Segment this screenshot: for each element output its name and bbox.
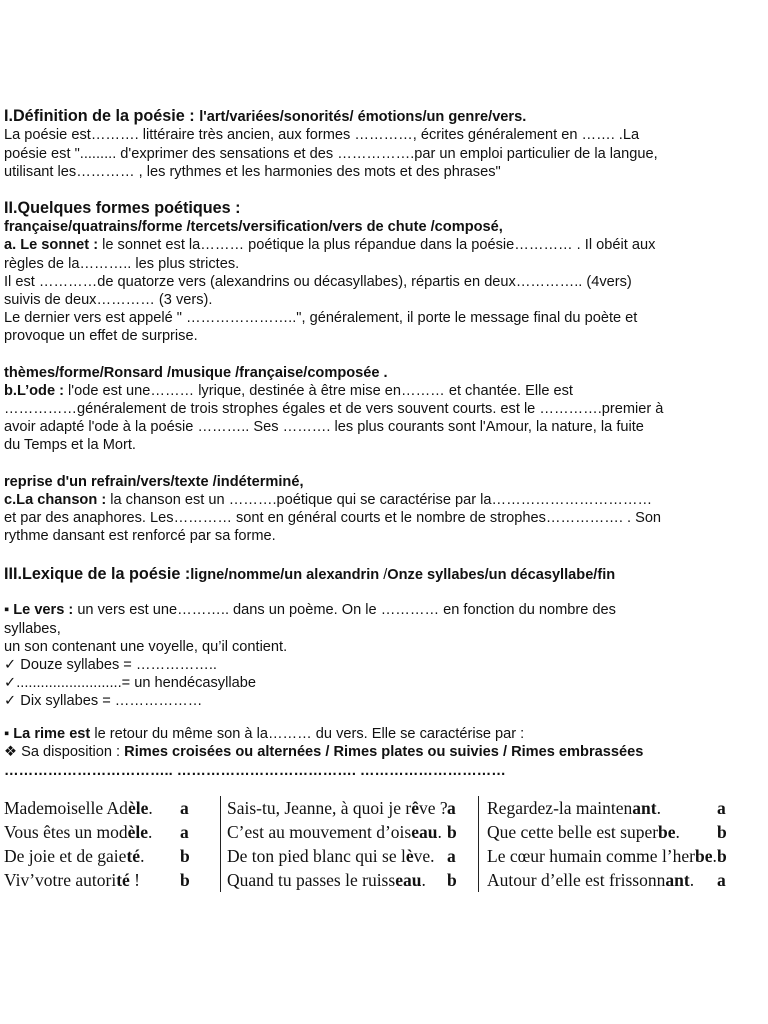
verse-text xyxy=(487,822,717,843)
disposition-types: Rimes croisées ou alternées / Rimes plates ou suivies / Rimes embrassées xyxy=(124,744,644,760)
vers-line: syllabes, xyxy=(4,621,61,637)
vers-text: un vers est une……….. dans un poème. On le ………… en fonction du nombre des xyxy=(73,602,616,618)
verse-start: Que cette belle est super xyxy=(487,822,659,842)
ode-keywords: thèmes/forme/Ronsard /musique /française/composée . xyxy=(4,365,388,381)
chanson-line: rythme dansant est renforcé par sa forme. xyxy=(4,528,276,544)
verse-text xyxy=(487,870,717,891)
sonnet-line: Il est …………de quatorze vers (alexandrins ou décasyllabes), répartis en deux………….. (4vers) xyxy=(4,274,632,290)
verse-cell xyxy=(2,796,221,820)
verse-end: ve ? xyxy=(418,798,448,818)
table-row xyxy=(2,820,765,844)
sonnet-line: provoque un effet de surprise. xyxy=(4,328,198,344)
verse-cell xyxy=(221,868,479,892)
rhyme-sound: ant xyxy=(665,870,690,890)
disposition-prefix: ❖ Sa disposition : xyxy=(4,744,125,760)
rhyme-letter: a xyxy=(180,822,189,842)
sonnet-line xyxy=(4,236,655,254)
chanson-text: la chanson est un ……….poétique qui se caractérise par la…………………………… xyxy=(106,492,653,508)
verse-end: . xyxy=(421,870,426,890)
rime-label: ▪ La rime est xyxy=(4,726,91,742)
section1-line: poésie est "......... d'exprimer des sensations et des …………….par un emploi particulier de la langue, xyxy=(4,146,658,162)
verse-end: . xyxy=(712,846,717,866)
rhyme-sound: è xyxy=(405,846,414,866)
rhyme-letter: b xyxy=(717,822,727,842)
verse-end: . xyxy=(148,822,153,842)
section1-keywords: l'art/variées/sonorités/ émotions/un genre/vers. xyxy=(199,109,527,125)
ode-line: du Temps et la Mort. xyxy=(4,437,136,453)
sonnet-line: Le dernier vers est appelé " …………………..", généralement, il porte le message final du poète et xyxy=(4,310,638,326)
section3-heading xyxy=(4,565,615,584)
ode-line: ……………généralement de trois strophes égales et de vers souvent courts. est le ………….premier à xyxy=(4,401,664,417)
rhyme-letter: b xyxy=(447,822,457,842)
disposition-line xyxy=(4,743,643,761)
rhyme-sound: ant xyxy=(632,798,657,818)
verse-start: Autour d’elle est frissonn xyxy=(487,870,666,890)
rhyme-letter: b xyxy=(717,846,727,866)
verse-end: . xyxy=(689,870,695,890)
verse-end: . xyxy=(675,822,680,842)
vers-line: ✓ Douze syllabes = …………….. xyxy=(4,657,217,673)
rhyme-sound: eau xyxy=(411,822,438,842)
rhyme-letter: a xyxy=(447,846,456,866)
rime-line xyxy=(4,725,524,743)
verse-cell xyxy=(221,820,479,844)
section1-line: utilisant les………… , les rythmes et les harmonies des mots et des phrases" xyxy=(4,164,501,180)
section3-keywords-a: ligne/nomme/un alexandrin xyxy=(190,567,384,583)
table-row xyxy=(2,868,765,892)
verse-start: Le cœur humain comme l’her xyxy=(487,846,695,866)
section3-title: III.Lexique de la poésie : xyxy=(4,565,191,583)
verse-text xyxy=(4,798,180,819)
ode-line xyxy=(4,382,573,400)
verse-end: ! xyxy=(129,870,140,890)
section1-heading xyxy=(4,107,526,126)
vers-label: ▪ Le vers : xyxy=(4,602,74,618)
verse-cell xyxy=(479,868,766,892)
verse-end: . xyxy=(148,798,153,818)
verse-start: Regardez-la mainten xyxy=(487,798,633,818)
verse-start: De joie et de gaie xyxy=(4,846,127,866)
rhyme-letter: a xyxy=(447,798,456,818)
verse-text xyxy=(4,846,180,867)
verse-end: . xyxy=(140,846,145,866)
verse-start: C’est au mouvement d’ois xyxy=(227,822,412,842)
table-row xyxy=(2,844,765,868)
rhyme-sound: èle xyxy=(127,822,149,842)
ode-label: b.L’ode : xyxy=(4,383,64,399)
chanson-line: et par des anaphores. Les………… sont en général courts et le nombre de strophes……………. . Son xyxy=(4,510,662,526)
verse-text xyxy=(227,798,447,819)
section3-keywords-sep: / xyxy=(383,567,388,583)
rime-text: le retour du même son à la……… du vers. Elle se caractérise par : xyxy=(90,726,525,742)
sonnet-keywords: française/quatrains/forme /tercets/versification/vers de chute /composé, xyxy=(4,219,503,235)
table-row xyxy=(2,796,765,820)
verse-text xyxy=(487,798,717,819)
verse-start: Sais-tu, Jeanne, à quoi je r xyxy=(227,798,412,818)
section1-line: La poésie est………. littéraire très ancien, aux formes …………, écrites généralement en ……. .La xyxy=(4,127,640,143)
disposition-blanks: …………………………….. ………………………………. ………………………… xyxy=(4,763,506,779)
sonnet-line: règles de la……….. les plus strictes. xyxy=(4,256,240,272)
verse-end: ve. xyxy=(413,846,435,866)
verse-cell xyxy=(2,820,221,844)
chanson-keywords: reprise d'un refrain/vers/texte /indéterminé, xyxy=(4,474,304,490)
rhyme-sound: èle xyxy=(127,798,149,818)
rhyme-sound: té xyxy=(116,870,130,890)
rhyme-sound: eau xyxy=(395,870,422,890)
chanson-line xyxy=(4,491,652,509)
vers-line xyxy=(4,601,616,619)
verse-text xyxy=(227,846,447,867)
sonnet-text: le sonnet est la……… poétique la plus répandue dans la poésie………… . Il obéit aux xyxy=(98,237,656,253)
sonnet-label: a. Le sonnet : xyxy=(4,237,99,253)
verse-start: Vous êtes un mod xyxy=(4,822,128,842)
ode-text: l'ode est une……… lyrique, destinée à être mise en……… et chantée. Elle est xyxy=(64,383,573,399)
sonnet-line: suivis de deux………… (3 vers). xyxy=(4,292,213,308)
rhyme-sound: be xyxy=(658,822,676,842)
section1-title: I.Définition de la poésie : xyxy=(4,107,200,125)
vers-line: un son contenant une voyelle, qu’il contient. xyxy=(4,639,288,655)
verse-cell xyxy=(2,868,221,892)
verse-end: . xyxy=(437,822,442,842)
ode-line: avoir adapté l'ode à la poésie ……….. Ses ………. les plus courants sont l'Amour, la nature, la fuite xyxy=(4,419,644,435)
rhyme-letter: b xyxy=(180,870,190,890)
verse-cell xyxy=(2,844,221,868)
verse-text xyxy=(4,870,180,891)
verse-text xyxy=(487,846,717,867)
rhyme-sound: be xyxy=(694,846,713,866)
verse-end: . xyxy=(656,798,661,818)
rhyme-sound: té xyxy=(126,846,141,866)
verse-cell xyxy=(221,844,479,868)
section3-keywords-b: Onze syllabes/un décasyllabe/fin xyxy=(387,567,616,583)
rhyme-letter: a xyxy=(717,870,726,890)
verse-text xyxy=(227,822,447,843)
verse-cell xyxy=(479,820,766,844)
rhyme-sound: ê xyxy=(411,798,419,818)
verse-start: De ton pied blanc qui se l xyxy=(227,846,406,866)
vers-line: ✓ Dix syllabes = ……………… xyxy=(4,693,203,709)
verse-start: Mademoiselle Ad xyxy=(4,798,128,818)
verse-text xyxy=(4,822,180,843)
rhyme-letter: b xyxy=(447,870,457,890)
rhyme-letter: b xyxy=(180,846,190,866)
section2-title: II.Quelques formes poétiques : xyxy=(4,199,241,217)
verse-cell xyxy=(479,796,766,820)
verse-cell xyxy=(479,844,766,868)
verse-start: Quand tu passes le ruiss xyxy=(227,870,396,890)
verse-cell xyxy=(221,796,479,820)
verse-text xyxy=(227,870,447,891)
rhyme-letter: a xyxy=(717,798,726,818)
chanson-label: c.La chanson : xyxy=(4,492,107,508)
verse-start: Viv’votre autori xyxy=(4,870,117,890)
rhyme-letter: a xyxy=(180,798,189,818)
vers-line: ✓..........................= un hendécasyllabe xyxy=(4,675,256,691)
rhyme-examples-table xyxy=(2,796,765,892)
